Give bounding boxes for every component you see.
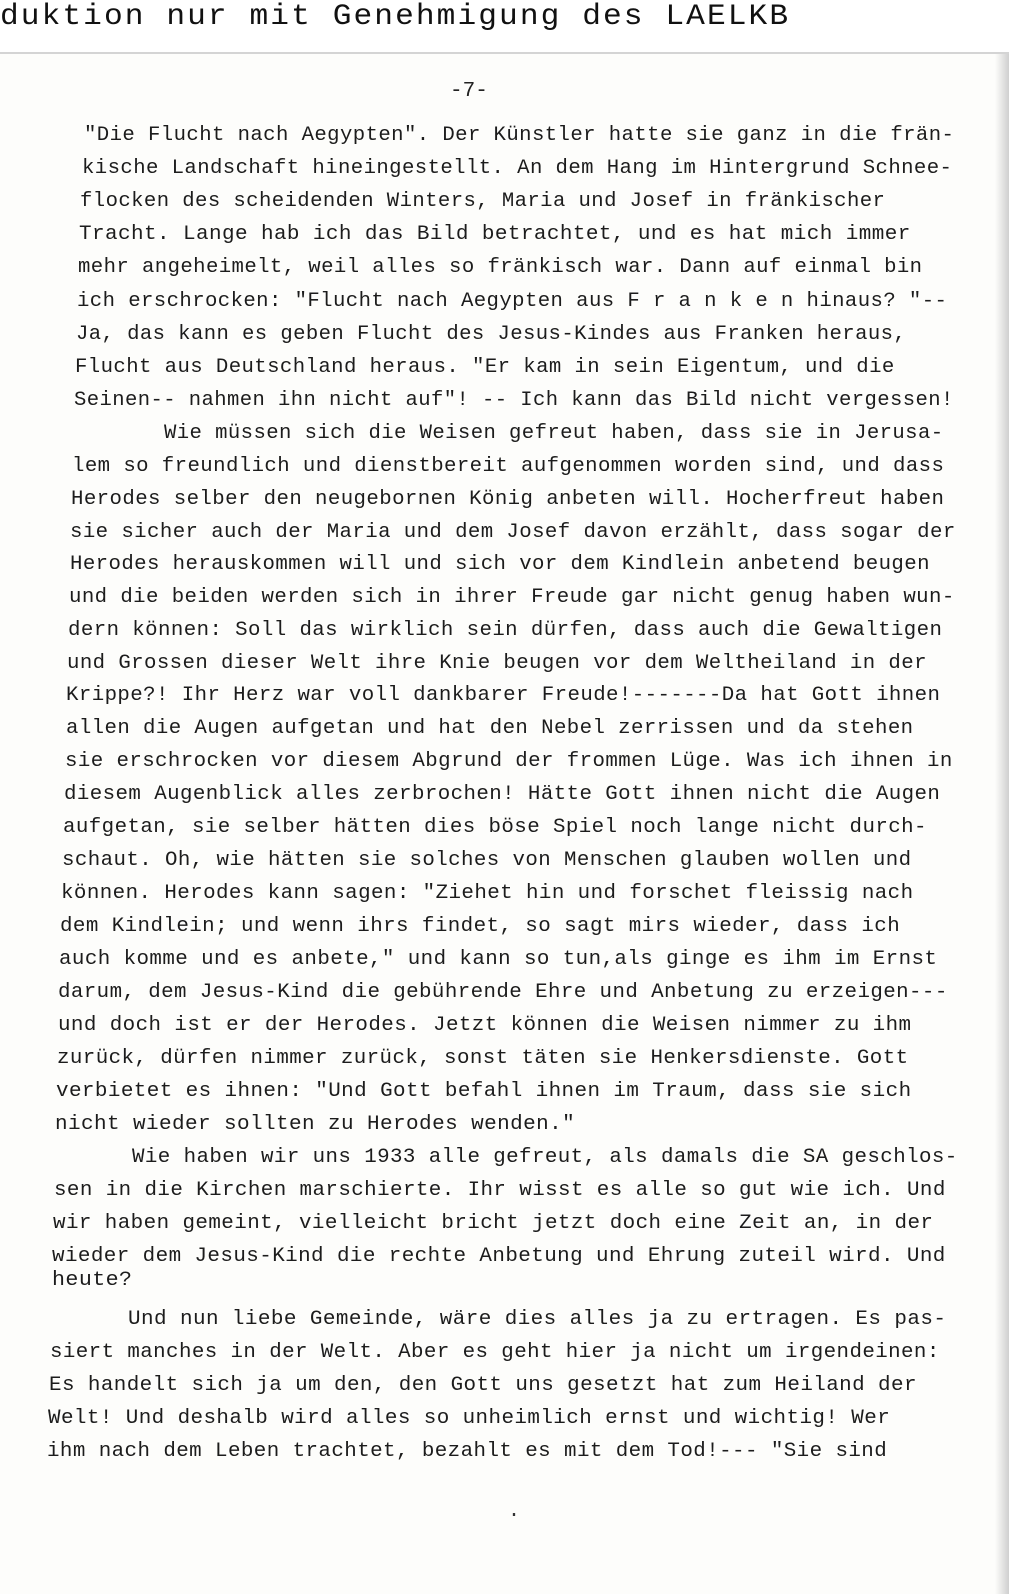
text-line: Herodes selber den neugebornen König anbeten will. Hocherfreut haben <box>71 488 945 511</box>
page-right-edge <box>995 54 1009 1594</box>
text-line: ihm nach dem Leben trachtet, bezahlt es mit dem Tod!--- "Sie sind <box>47 1440 888 1463</box>
text-line: flocken des scheidenden Winters, Maria und Josef in fränkischer <box>80 190 886 213</box>
text-line: wieder dem Jesus-Kind die rechte Anbetung und Ehrung zuteil wird. Und <box>52 1245 946 1268</box>
text-line: und Grossen dieser Welt ihre Knie beugen vor dem Weltheiland in der <box>67 652 927 675</box>
text-line: Es handelt sich ja um den, den Gott uns gesetzt hat zum Heiland der <box>49 1374 917 1397</box>
text-line: siert manches in der Welt. Aber es geht hier ja nicht um irgendeinen: <box>50 1341 940 1364</box>
text-line: Welt! Und deshalb wird alles so unheimlich ernst und wichtig! Wer <box>48 1407 891 1430</box>
text-line: Krippe?! Ihr Herz war voll dankbarer Freude!-------Da hat Gott ihnen <box>66 684 941 707</box>
text-line: Und nun liebe Gemeinde, wäre dies alles ja zu ertragen. Es pas- <box>128 1308 947 1331</box>
header-strip <box>0 0 1009 54</box>
text-line: und doch ist er der Herodes. Jetzt können die Weisen nimmer zu ihm <box>58 1014 912 1037</box>
text-line: können. Herodes kann sagen: "Ziehet hin und forschet fleissig nach <box>61 882 914 905</box>
text-line: Wie haben wir uns 1933 alle gefreut, als damals die SA geschlos- <box>132 1146 958 1169</box>
text-line: wir haben gemeint, vielleicht bricht jetzt doch eine Zeit an, in der <box>53 1212 934 1235</box>
text-line: sie erschrocken vor diesem Abgrund der frommen Lüge. Was ich ihnen in <box>65 750 953 773</box>
text-line: und die beiden werden sich in ihrer Freude gar nicht genug haben wun- <box>69 586 955 609</box>
text-line: sen in die Kirchen marschierte. Ihr wisst es alle so gut wie ich. Und <box>54 1179 946 1202</box>
text-line: lem so freundlich und dienstbereit aufgenommen worden sind, und dass <box>72 455 945 478</box>
text-line: Wie müssen sich die Weisen gefreut haben, dass sie in Jerusa- <box>164 422 944 445</box>
text-line: ich erschrocken: "Flucht nach Aegypten aus F r a n k e n hinaus? "-- <box>77 290 948 313</box>
text-line: "Die Flucht nach Aegypten". Der Künstler hatte sie ganz in die frän- <box>84 124 955 147</box>
text-line: allen die Augen aufgetan und hat den Nebel zerrissen und da stehen <box>66 717 914 740</box>
text-line: darum, dem Jesus-Kind die gebührende Ehre und Anbetung zu erzeigen--- <box>58 981 948 1004</box>
text-line: Seinen-- nahmen ihn nicht auf"! -- Ich kann das Bild nicht vergessen! <box>74 389 954 412</box>
text-line: dem Kindlein; und wenn ihrs findet, so sagt mirs wieder, dass ich <box>60 915 901 938</box>
text-line: aufgetan, sie selber hätten dies böse Spiel noch lange nicht durch- <box>63 816 927 839</box>
page-number: -7- <box>450 80 488 103</box>
text-line: zurück, dürfen nimmer zurück, sonst täten sie Henkersdienste. Gott <box>57 1047 909 1070</box>
text-line: kische Landschaft hineingestellt. An dem Hang im Hintergrund Schnee- <box>82 157 953 180</box>
text-line: dern können: Soll das wirklich sein dürfen, dass auch die Gewaltigen <box>68 619 943 642</box>
text-line: nicht wieder sollten zu Herodes wenden." <box>55 1113 576 1136</box>
text-line: sie sicher auch der Maria und dem Josef davon erzählt, dass sogar der <box>70 521 956 544</box>
text-line: Ja, das kann es geben Flucht des Jesus-Kindes aus Franken heraus, <box>76 323 907 346</box>
footer-mark: . <box>508 1500 521 1523</box>
text-line: heute? <box>52 1269 133 1292</box>
text-line: Flucht aus Deutschland heraus. "Er kam in sein Eigentum, und die <box>75 356 895 379</box>
reproduction-notice: duktion nur mit Genehmigung des LAELKB <box>0 0 791 34</box>
text-line: mehr angeheimelt, weil alles so fränkisch war. Dann auf einmal bin <box>78 256 923 279</box>
text-line: schaut. Oh, wie hätten sie solches von Menschen glauben wollen und <box>62 849 912 872</box>
text-line: Herodes herauskommen will und sich vor dem Kindlein anbetend beugen <box>70 553 930 576</box>
text-line: verbietet es ihnen: "Und Gott befahl ihnen im Traum, dass sie sich <box>56 1080 912 1103</box>
text-line: auch komme und es anbete," und kann so tun,als ginge es ihm im Ernst <box>59 948 938 971</box>
text-line: diesem Augenblick alles zerbrochen! Hätte Gott ihnen nicht die Augen <box>64 783 941 806</box>
text-line: Tracht. Lange hab ich das Bild betrachtet, und es hat mich immer <box>79 223 911 246</box>
page-top-edge <box>0 52 1009 54</box>
